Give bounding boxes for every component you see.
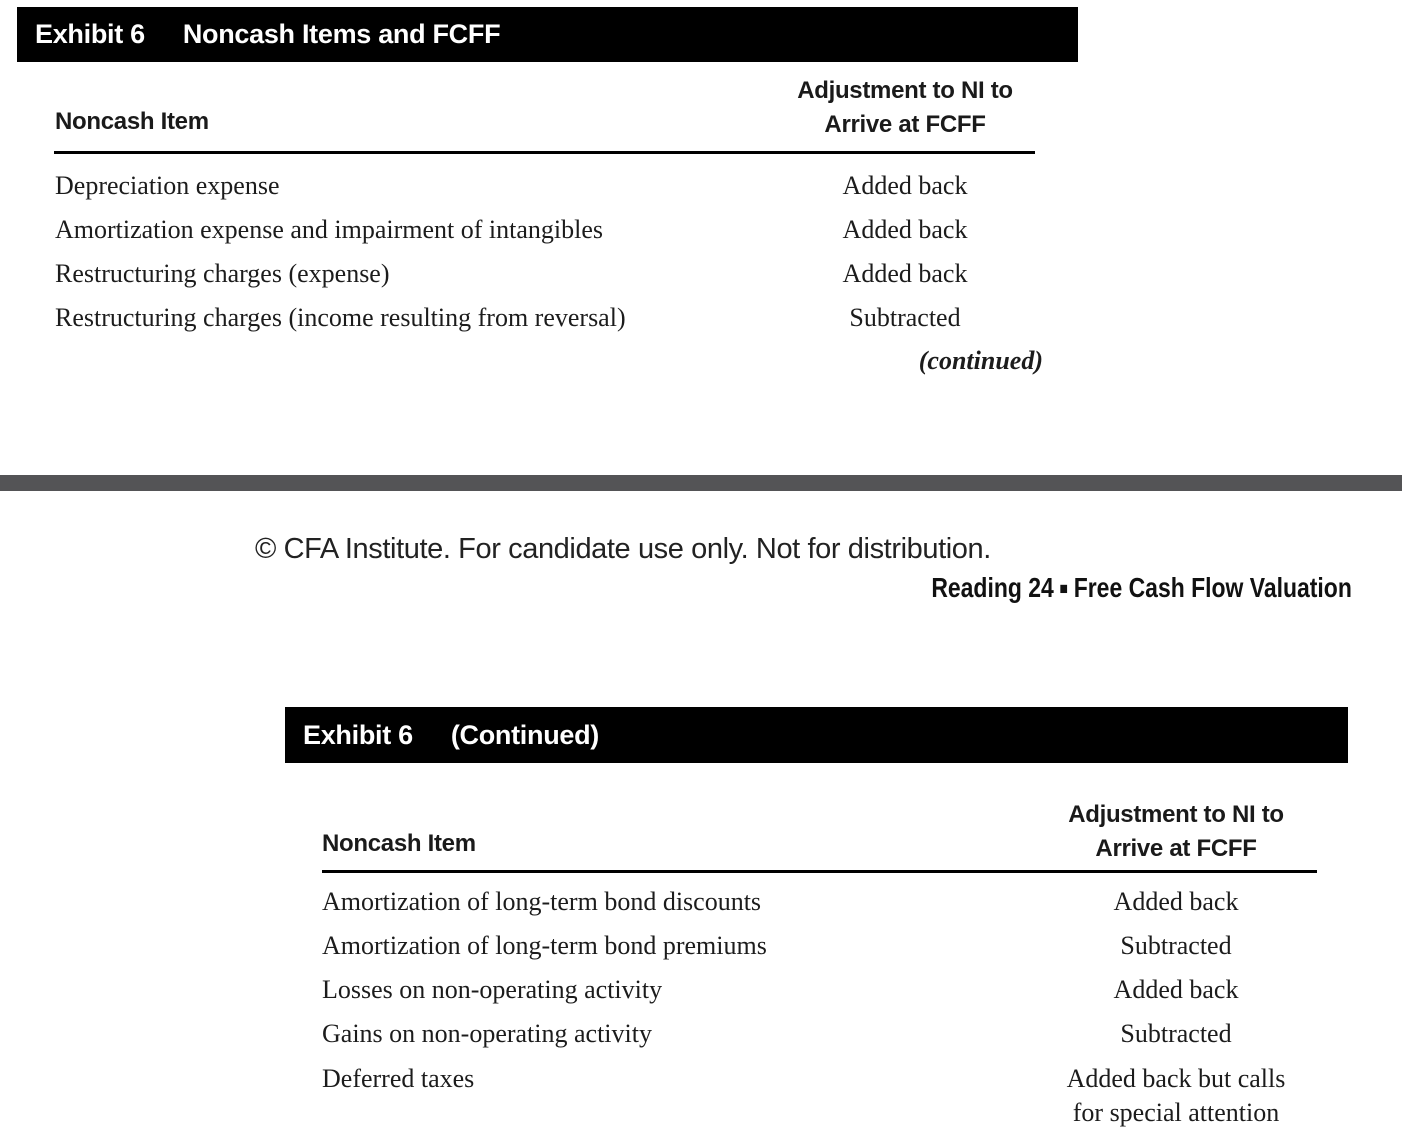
noncash-item-cell: Restructuring charges (expense): [55, 259, 390, 288]
noncash-item-cell: Amortization of long-term bond premiums: [322, 931, 767, 960]
noncash-items-table-2: [322, 880, 1317, 1130]
exhibit-title: (Continued): [450, 719, 599, 750]
adjustment-cell: Subtracted: [1120, 931, 1232, 960]
exhibit6-continued-header-bar: [285, 707, 1348, 763]
adjustment-cell: Subtracted: [849, 303, 961, 332]
adjustment-cell: Added back but calls for special attention: [1066, 1064, 1286, 1127]
noncash-item-cell: Amortization expense and impairment of intangibles: [55, 215, 604, 244]
adjustment-cell: Added back: [842, 259, 968, 288]
adjustment-column-header: [926, 798, 1402, 866]
table-row: [322, 924, 1317, 968]
noncash-item-cell: Amortization of long-term bond discounts: [322, 887, 762, 916]
adjustment-column-header: [655, 74, 1155, 142]
noncash-item-cell: Depreciation expense: [55, 171, 280, 200]
noncash-item-column-header: Noncash Item: [55, 108, 209, 135]
table-row: [322, 1056, 1317, 1130]
table-row: [55, 296, 1035, 340]
exhibit6-header-bar: [17, 7, 1078, 62]
noncash-item-cell: Gains on non-operating activity: [322, 1019, 652, 1048]
adjustment-cell: Added back: [842, 171, 968, 200]
adjustment-cell: Added back: [842, 215, 968, 244]
exhibit-label: Exhibit 6: [303, 719, 413, 750]
table-row: [322, 1012, 1317, 1056]
adjustment-cell: Added back: [1113, 975, 1239, 1004]
adjustment-cell: Added back: [1113, 887, 1239, 916]
noncash-item-cell: Losses on non-operating activity: [322, 975, 663, 1004]
square-bullet-icon: ■: [1059, 579, 1069, 598]
table-row: [55, 208, 1035, 252]
noncash-item-column-header: Noncash Item: [322, 830, 476, 857]
adjustment-column-header-line2: Arrive at FCFF: [1095, 835, 1257, 862]
adjustment-column-header-line1: Adjustment to NI to: [1068, 801, 1284, 828]
running-header: [931, 572, 1352, 604]
table-row: [55, 252, 1035, 296]
adjustment-cell: Subtracted: [1120, 1019, 1232, 1048]
continued-note: (continued): [918, 346, 1043, 375]
table-row: [55, 164, 1035, 208]
table-header-rule: [322, 870, 1317, 873]
noncash-item-cell: Restructuring charges (income resulting from reversal): [55, 303, 626, 332]
reading-title: Free Cash Flow Valuation: [1073, 572, 1352, 603]
noncash-item-cell: Deferred taxes: [322, 1064, 475, 1093]
table-row: [322, 880, 1317, 924]
adjustment-column-header-line1: Adjustment to NI to: [797, 77, 1013, 104]
reading-number: Reading 24: [931, 572, 1054, 603]
table-row: [322, 968, 1317, 1012]
noncash-items-table-1: [55, 164, 1035, 340]
adjustment-column-header-line2: Arrive at FCFF: [824, 111, 986, 138]
table-header-rule: [54, 151, 1035, 154]
exhibit-label: Exhibit 6: [35, 19, 145, 49]
copyright-notice: © CFA Institute. For candidate use only. Not for distribution.: [255, 533, 991, 565]
exhibit-title: Noncash Items and FCFF: [182, 19, 501, 49]
page-break-divider: [0, 475, 1402, 491]
